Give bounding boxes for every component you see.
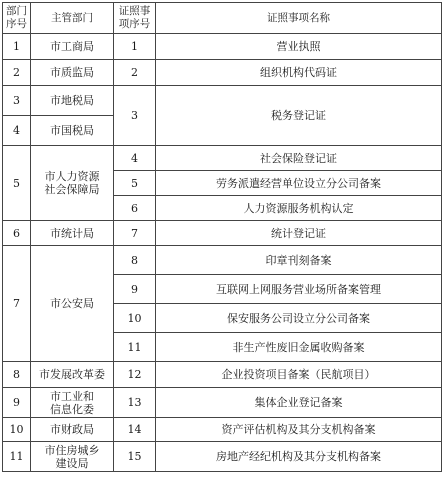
item-name-cell: 印章刊刻备案 [156,246,442,275]
item-name-cell: 人力资源服务机构认定 [156,196,442,221]
item-no-cell: 10 [114,304,156,333]
item-no-cell: 1 [114,34,156,60]
item-name-cell: 房地产经纪机构及其分支机构备案 [156,442,442,472]
dept-no-cell: 10 [3,418,31,442]
item-no-cell: 3 [114,86,156,146]
dept-cell: 市公安局 [31,246,114,362]
dept-no-cell: 8 [3,362,31,388]
table-row [3,362,442,388]
item-no-cell: 7 [114,221,156,246]
item-no-cell: 11 [114,333,156,362]
item-no-cell: 14 [114,418,156,442]
item-name-cell: 组织机构代码证 [156,60,442,86]
dept-cell: 市财政局 [31,418,114,442]
dept-no-cell: 9 [3,388,31,418]
item-name-cell: 保安服务公司设立分公司备案 [156,304,442,333]
dept-cell: 市统计局 [31,221,114,246]
header-item-name: 证照事项名称 [156,3,442,34]
dept-cell: 市工商局 [31,34,114,60]
table-row [3,34,442,60]
item-no-cell: 15 [114,442,156,472]
header-dept-no: 部门 序号 [3,3,31,34]
item-name-cell: 非生产性废旧金属收购备案 [156,333,442,362]
table-row [3,442,442,472]
dept-no-cell: 1 [3,34,31,60]
table-row [3,221,442,246]
dept-no-cell: 6 [3,221,31,246]
item-name-cell: 社会保险登记证 [156,146,442,171]
dept-no-cell: 5 [3,146,31,221]
table-row [3,418,442,442]
table-row [3,246,442,275]
table-row [3,146,442,171]
dept-cell: 市国税局 [31,116,114,146]
item-no-cell: 8 [114,246,156,275]
item-name-cell: 劳务派遣经营单位设立分公司备案 [156,171,442,196]
item-no-cell: 13 [114,388,156,418]
header-row [3,3,442,34]
item-no-cell: 6 [114,196,156,221]
dept-cell: 市住房城乡 建设局 [31,442,114,472]
item-no-cell: 12 [114,362,156,388]
dept-cell: 市工业和 信息化委 [31,388,114,418]
dept-cell: 市发展改革委 [31,362,114,388]
table-row [3,388,442,418]
item-no-cell: 2 [114,60,156,86]
header-dept: 主管部门 [31,3,114,34]
dept-no-cell: 11 [3,442,31,472]
dept-cell: 市人力资源 社会保障局 [31,146,114,221]
dept-no-cell: 3 [3,86,31,116]
dept-no-cell: 2 [3,60,31,86]
table-row [3,60,442,86]
item-name-cell: 集体企业登记备案 [156,388,442,418]
dept-cell: 市质监局 [31,60,114,86]
item-name-cell: 税务登记证 [156,86,442,146]
item-name-cell: 资产评估机构及其分支机构备案 [156,418,442,442]
item-name-cell: 统计登记证 [156,221,442,246]
dept-no-cell: 7 [3,246,31,362]
dept-cell: 市地税局 [31,86,114,116]
item-name-cell: 互联网上网服务营业场所备案管理 [156,275,442,304]
item-name-cell: 营业执照 [156,34,442,60]
item-no-cell: 5 [114,171,156,196]
table-row [3,86,442,116]
dept-no-cell: 4 [3,116,31,146]
item-name-cell: 企业投资项目备案（民航项目） [156,362,442,388]
item-no-cell: 4 [114,146,156,171]
certificate-items-table [2,2,442,472]
header-item-no: 证照事 项序号 [114,3,156,34]
item-no-cell: 9 [114,275,156,304]
